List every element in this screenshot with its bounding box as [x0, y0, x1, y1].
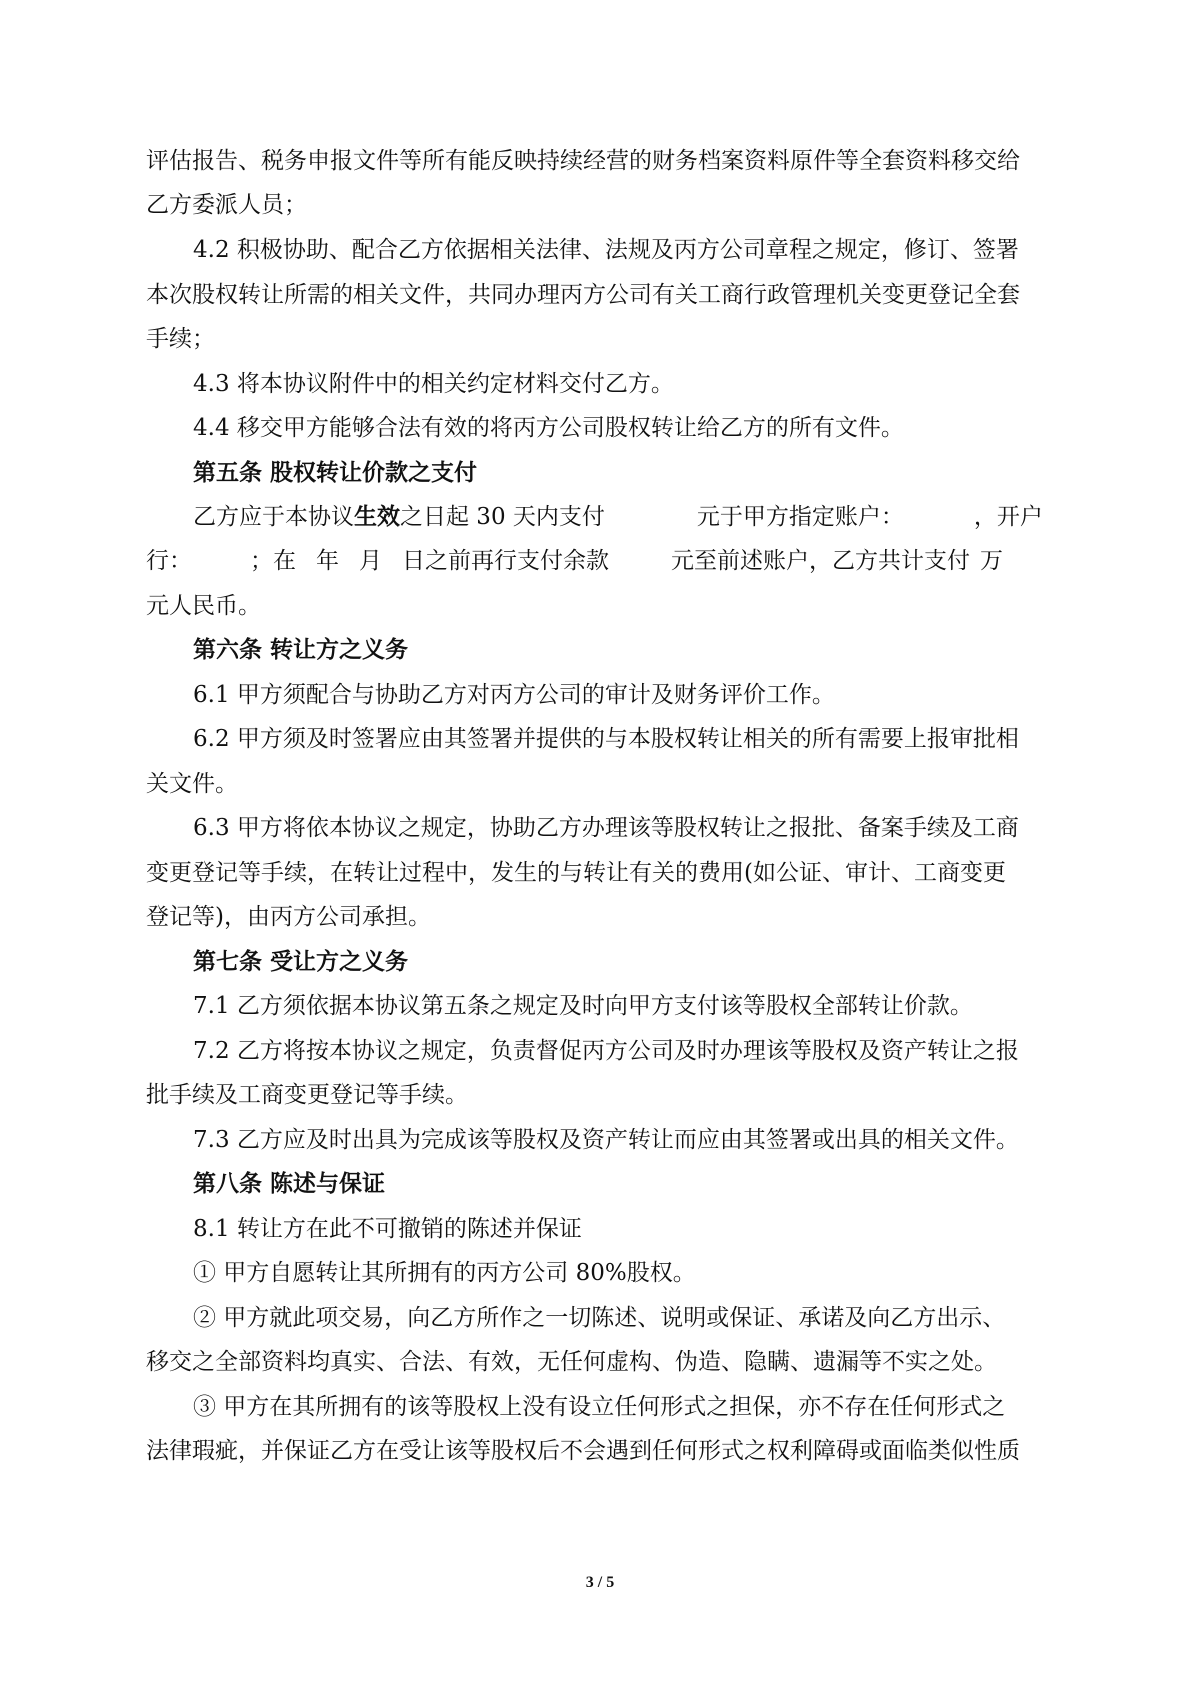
text-segment: 日之前再行支付余款	[402, 548, 609, 574]
text-segment: ；在	[250, 548, 296, 574]
text-line: 4.4 移交甲方能够合法有效的将丙方公司股权转让给乙方的所有文件。	[193, 415, 904, 441]
text-segment: 行：	[146, 548, 192, 574]
text-line: 变更登记等手续，在转让过程中，发生的与转让有关的费用(如公证、审计、工商变更	[146, 860, 1006, 886]
text-line: 批手续及工商变更登记等手续。	[146, 1082, 468, 1108]
text-segment: 之日起 30 天内支付	[400, 504, 605, 530]
text-line: 手续；	[146, 326, 215, 352]
text-line: 6.2 甲方须及时签署应由其签署并提供的与本股权转让相关的所有需要上报审批相	[193, 726, 1019, 752]
page-number: 3 / 5	[585, 1574, 615, 1591]
text-line: 乙方委派人员；	[146, 192, 307, 218]
text-segment: 元于甲方指定账户：	[696, 504, 904, 530]
text-line: 6.3 甲方将依本协议之规定，协助乙方办理该等股权转让之报批、备案手续及工商	[193, 815, 1019, 841]
section-heading: 第六条 转让方之义务	[193, 636, 409, 663]
text-segment: 乙方应于本协议	[193, 504, 354, 530]
text-segment: 元至前述账户，乙方共计支付	[671, 548, 970, 574]
text-line: ① 甲方自愿转让其所拥有的丙方公司 80%股权。	[193, 1260, 696, 1286]
text-line: 7.2 乙方将按本协议之规定，负责督促丙方公司及时办理该等股权及资产转让之报	[193, 1038, 1019, 1064]
section-heading: 第八条 陈述与保证	[193, 1170, 386, 1197]
section-heading: 第七条 受让方之义务	[193, 948, 409, 975]
text-line: 评估报告、税务申报文件等所有能反映持续经营的财务档案资料原件等全套资料移交给	[146, 148, 1020, 174]
text-segment: 年	[316, 548, 339, 574]
text-line: 4.2 积极协助、配合乙方依据相关法律、法规及丙方公司章程之规定，修订、签署	[193, 237, 1019, 263]
text-line: 本次股权转让所需的相关文件，共同办理丙方公司有关工商行政管理机关变更登记全套	[146, 282, 1020, 308]
text-line: 6.1 甲方须配合与协助乙方对丙方公司的审计及财务评价工作。	[193, 682, 835, 708]
text-line: 移交之全部资料均真实、合法、有效，无任何虚构、伪造、隐瞒、遗漏等不实之处。	[146, 1349, 997, 1375]
text-line: 4.3 将本协议附件中的相关约定材料交付乙方。	[193, 371, 674, 397]
text-segment-bold: 生效	[354, 503, 400, 530]
text-line: ③ 甲方在其所拥有的该等股权上没有设立任何形式之担保，亦不存在任何形式之	[193, 1394, 1006, 1420]
text-line: 法律瑕疵，并保证乙方在受让该等股权后不会遇到任何形式之权利障碍或面临类似性质	[146, 1438, 1020, 1464]
text-line: 8.1 转让方在此不可撤销的陈述并保证	[193, 1216, 582, 1242]
section-heading: 第五条 股权转让价款之支付	[193, 459, 478, 486]
text-line: 7.1 乙方须依据本协议第五条之规定及时向甲方支付该等股权全部转让价款。	[193, 993, 973, 1019]
text-line: 元人民币。	[146, 593, 261, 619]
text-line: 关文件。	[146, 771, 238, 797]
text-segment: 月	[359, 548, 382, 574]
text-line: ② 甲方就此项交易，向乙方所作之一切陈述、说明或保证、承诺及向乙方出示、	[193, 1305, 1006, 1331]
text-line: 7.3 乙方应及时出具为完成该等股权及资产转让而应由其签署或出具的相关文件。	[193, 1127, 1019, 1153]
text-segment: 万	[980, 548, 1003, 574]
text-line	[146, 546, 1066, 576]
text-segment: ，开户	[973, 504, 1043, 530]
text-line: 登记等)，由丙方公司承担。	[146, 904, 431, 930]
text-line	[193, 502, 1066, 532]
